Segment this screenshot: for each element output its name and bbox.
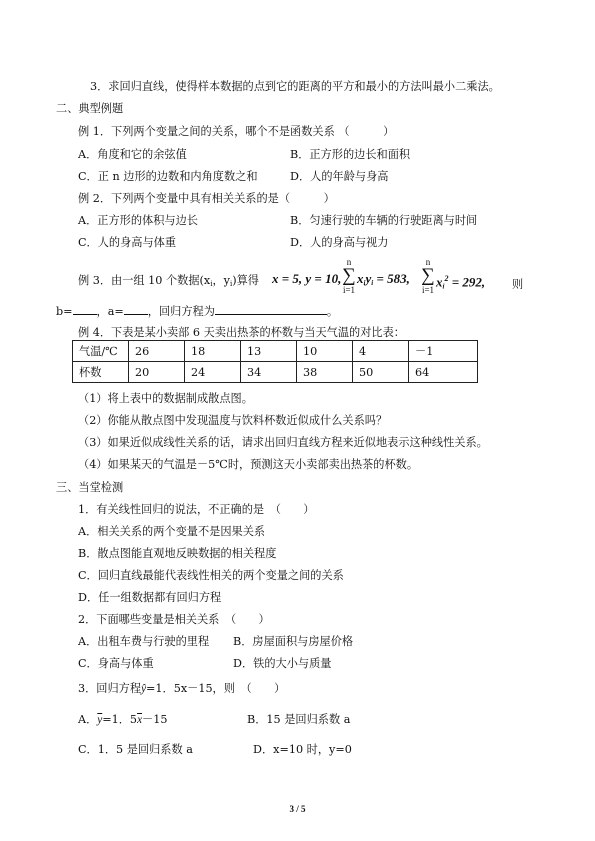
- table-cell: 4: [353, 341, 409, 362]
- table-cell: 10: [297, 341, 353, 362]
- table-cell: 38: [297, 362, 353, 383]
- table-cell: 26: [129, 341, 185, 362]
- test-1-option-b: B．散点图能直观地反映数据的相关程度: [78, 547, 277, 560]
- test-1-option-a: A．相关关系的两个变量不是因果关系: [78, 525, 266, 538]
- example-3-sum-xy: $x_iy_i = 583$,: [357, 271, 410, 287]
- section-heading-examples: 二、典型例题: [56, 102, 124, 115]
- example-1-option-a: A．角度和它的余弦值: [78, 148, 187, 161]
- test-2-option-d: D．铁的大小与质量: [233, 657, 332, 670]
- blank-a[interactable]: [124, 304, 148, 315]
- example-3-sum-x2: $x_i^2 = 292$,: [436, 274, 486, 291]
- example-3-then: 则: [512, 278, 524, 291]
- example-3-means: x = 5, y = 10,: [272, 271, 342, 286]
- table-cell: 杯数: [73, 362, 129, 383]
- example-4-q2: （2）你能从散点图中发现温度与饮料杯数近似成什么关系吗？: [78, 414, 388, 427]
- intro-line-3: 3．求回归直线，使得样本数据的点到它的距离的平方和最小的方法叫最小二乘法。: [90, 80, 500, 93]
- test-1-question: 1．有关线性回归的说法，不正确的是 （ ）: [78, 503, 315, 516]
- example-2-option-b: B．匀速行驶的车辆的行驶距离与时间: [290, 214, 478, 227]
- test-3-option-a: A．$\overline{y}=1$．$5\overline{x}-15$: [78, 713, 168, 726]
- test-3-question: 3．回归方程ŷ=1．5x－15，则 （ ）: [78, 682, 286, 695]
- table-cell: 64: [409, 362, 478, 383]
- example-2-option-c: C．人的身高与体重: [78, 236, 177, 249]
- temperature-cups-table: [72, 340, 478, 383]
- table-row: [73, 341, 478, 362]
- test-3-option-c: C．1．5 是回归系数 a: [78, 743, 193, 756]
- test-3-option-b: B．15 是回归系数 a: [247, 713, 351, 726]
- example-4-q1: （1）将上表中的数据制成散点图。: [78, 392, 253, 405]
- table-row: [73, 362, 478, 383]
- table-cell: 24: [185, 362, 241, 383]
- table-cell: 50: [353, 362, 409, 383]
- example-1-question: 例 1．下列两个变量之间的关系，哪个不是函数关系 （ ）: [78, 125, 395, 138]
- test-2-option-b: B．房屋面积与房屋价格: [233, 635, 354, 648]
- example-4-q3: （3）如果近似成线性关系的话，请求出回归直线方程来近似地表示这种线性关系。: [78, 436, 488, 449]
- section-heading-check: 三、当堂检测: [56, 481, 124, 494]
- table-cell: 气温/℃: [73, 341, 129, 362]
- test-3-option-d: D．x=10 时，y=0: [253, 743, 352, 756]
- sum-symbol-2: n ∑ i=1: [421, 257, 435, 295]
- test-2-option-c: C．身高与体重: [78, 657, 154, 670]
- example-4-question: 例 4．下表是某小卖部 6 天卖出热茶的杯数与当天气温的对比表：: [78, 326, 405, 339]
- example-2-option-a: A．正方形的体积与边长: [78, 214, 198, 227]
- test-1-option-d: D．任一组数据都有回归方程: [78, 591, 222, 604]
- table-cell: 20: [129, 362, 185, 383]
- example-2-option-d: D．人的身高与视力: [290, 236, 389, 249]
- example-1-option-c: C．正 n 边形的边数和内角度数之和: [78, 170, 258, 183]
- blank-regression[interactable]: [215, 304, 327, 315]
- example-1-option-b: B．正方形的边长和面积: [290, 148, 411, 161]
- table-cell: 18: [185, 341, 241, 362]
- example-2-question: 例 2．下列两个变量中具有相关关系的是（ ）: [78, 192, 335, 205]
- example-3-lead: 例 3．由一组 10 个数据($x_i$，$y_i$)算得: [78, 274, 259, 288]
- test-1-option-c: C．回归直线最能代表线性相关的两个变量之间的关系: [78, 569, 344, 582]
- test-2-option-a: A．出租车费与行驶的里程: [78, 635, 210, 648]
- table-cell: －1: [409, 341, 478, 362]
- page-number: 3 / 5: [289, 804, 306, 814]
- table-cell: 13: [241, 341, 297, 362]
- table-cell: 34: [241, 362, 297, 383]
- example-1-option-d: D．人的年龄与身高: [290, 170, 389, 183]
- test-2-question: 2．下面哪些变量是相关关系 （ ）: [78, 613, 270, 626]
- example-4-q4: （4）如果某天的气温是－5℃时，预测这天小卖部卖出热茶的杯数。: [78, 458, 419, 471]
- sum-symbol-1: n ∑ i=1: [342, 257, 356, 295]
- blank-b[interactable]: [73, 304, 97, 315]
- example-3-answers: b= ，a= ，回归方程为 。: [56, 305, 339, 318]
